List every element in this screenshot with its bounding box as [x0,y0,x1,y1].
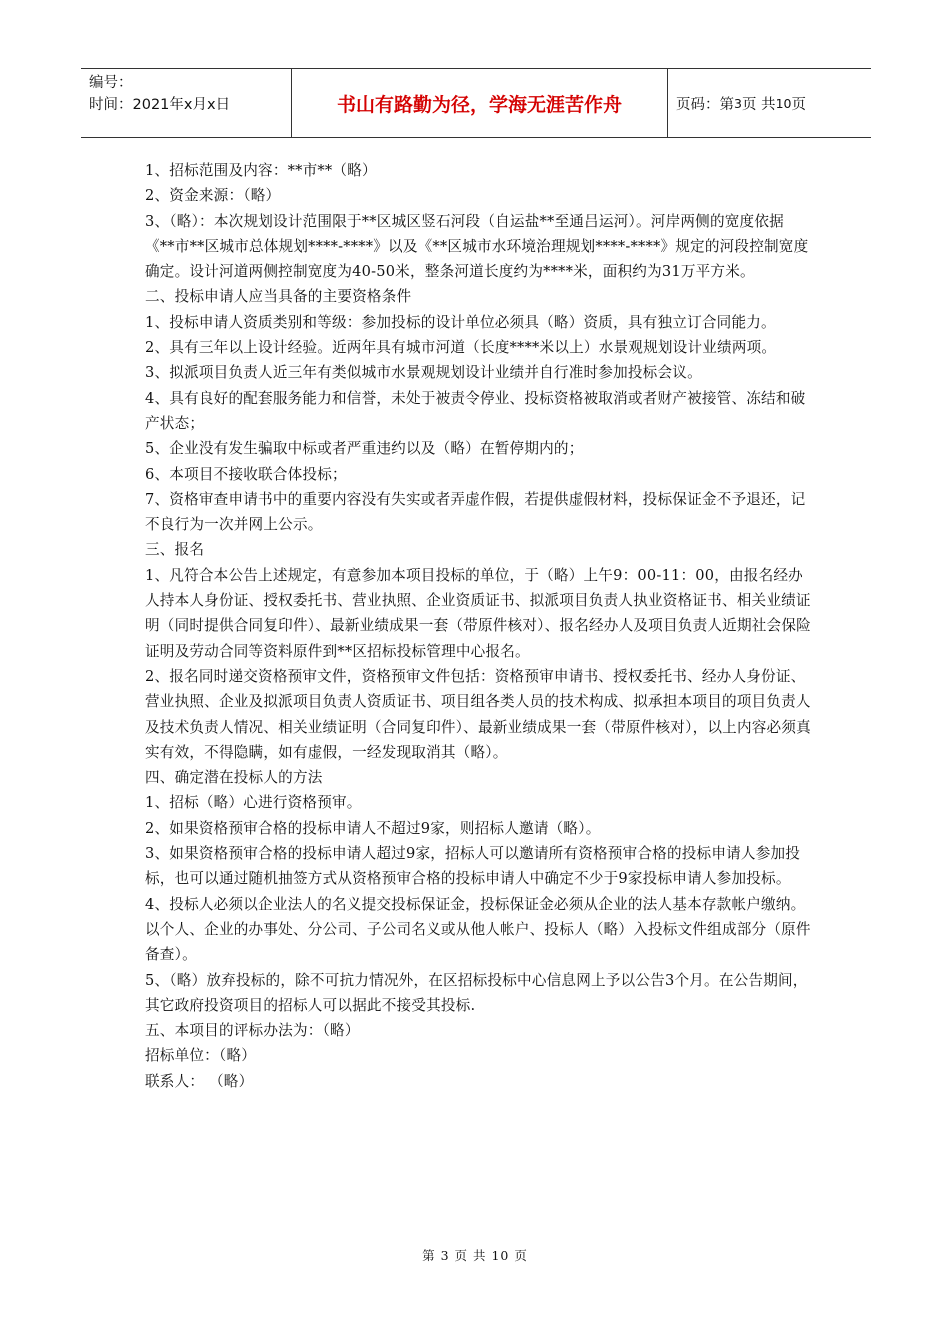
paragraph: 招标单位：（略） [145,1047,257,1065]
document-header [81,68,871,138]
paragraph: 6、本项目不接收联合体投标； [145,465,347,483]
paragraph: 2、具有三年以上设计经验。近两年具有城市河道（长度****米以上）水景观规划设计业绩两项。 [145,339,777,357]
paragraph: 3、（略）：本次规划设计范围限于**区城区竖石河段（自运盐**至通吕运河）。河岸两侧的宽度依据《**市**区城市总体规划****-****》以及《**区城市水环境治理规划****-****》规定的河段控制宽度确定。设计河道两侧控制宽度为40-50米，整条河道长度约为****米，面积约为31万平方米。 [145,212,809,281]
document-body [145,158,813,1094]
section-heading: 三、报名 [145,541,205,559]
paragraph: 3、拟派项目负责人近三年有类似城市水景观规划设计业绩并自行准时参加投标会议。 [145,364,702,382]
paragraph: 4、投标人必须以企业法人的名义提交投标保证金，投标保证金必须从企业的法人基本存款帐户缴纳。以个人、企业的办事处、分公司、子公司名义或从他人帐户、投标人（略）入投标文件组成部分（原件备查）。 [145,895,811,964]
section-heading: 四、确定潜在投标人的方法 [145,769,323,787]
paragraph: 4、具有良好的配套服务能力和信誉，未处于被责令停业、投标资格被取消或者财产被接管、冻结和破产状态； [145,389,806,432]
page-current: 3 [734,95,742,111]
section-heading: 二、投标申请人应当具备的主要资格条件 [145,288,412,306]
paragraph: 7、资格审查申请书中的重要内容没有失实或者弄虚作假，若提供虚假材料，投标保证金不予退还，记不良行为一次并网上公示。 [145,490,806,534]
header-motto: 书山有路勤为径，学海无涯苦作舟 [292,69,668,137]
paragraph: 2、资金来源：（略） [145,187,281,205]
paragraph: 5、（略）放弃投标的，除不可抗力情况外，在区招标投标中心信息网上予以公告3个月。在公告期间，其它政府投资项目的招标人可以据此不接受其投标. [145,971,808,1014]
header-meta [81,69,292,137]
document-number-label: 编号： [89,75,133,91]
page-footer: 第 3 页 共 10 页 [422,1248,528,1263]
page-prefix: 页码：第 [676,96,734,113]
paragraph: 2、报名同时递交资格预审文件，资格预审文件包括：资格预审申请书、授权委托书、经办人身份证、营业执照、企业及拟派项目负责人资质证书、项目组各类人员的技术构成、拟承担本项目的项目负责人及技术负责人情况、相关业绩证明（合同复印件）、最新业绩成果一套（带原件核对），以上内容必须真实有效，不得隐瞒，如有虚假，一经发现取消其（略）。 [145,667,811,761]
header-page-info [668,69,871,137]
paragraph: 1、投标申请人资质类别和等级：参加投标的设计单位必须具（略）资质，具有独立订合同能力。 [145,313,776,331]
paragraph: 联系人： （略） [145,1072,254,1090]
page-total: 10 [775,95,792,111]
paragraph: 5、企业没有发生骗取中标或者严重违约以及（略）在暂停期内的； [145,440,584,458]
section-heading: 五、本项目的评标办法为：（略） [145,1022,360,1040]
paragraph: 1、凡符合本公告上述规定，有意参加本项目投标的单位，于（略）上午9：00-11：00，由报名经办人持本人身份证、授权委托书、营业执照、企业资质证书、拟派项目负责人执业资格证书、相关业绩证明（同时提供合同复印件）、最新业绩成果一套（带原件核对）、报名经办人及项目负责人近期社会保险证明及劳动合同等资料原件到**区招标投标管理中心报名。 [145,566,811,660]
document-date: 时间：2021年x月x日 [89,97,231,113]
paragraph: 2、如果资格预审合格的投标申请人不超过9家，则招标人邀请（略）。 [145,819,601,837]
page-mid: 页 共 [741,96,776,113]
page-suffix: 页 [791,96,806,113]
paragraph: 1、招标（略）心进行资格预审。 [145,794,362,812]
paragraph: 3、如果资格预审合格的投标申请人超过9家，招标人可以邀请所有资格预审合格的投标申请人参加投标，也可以通过随机抽签方式从资格预审合格的投标申请人中确定不少于9家投标申请人参加投标。 [145,845,801,888]
paragraph: 1、招标范围及内容：**市**（略） [145,162,377,179]
